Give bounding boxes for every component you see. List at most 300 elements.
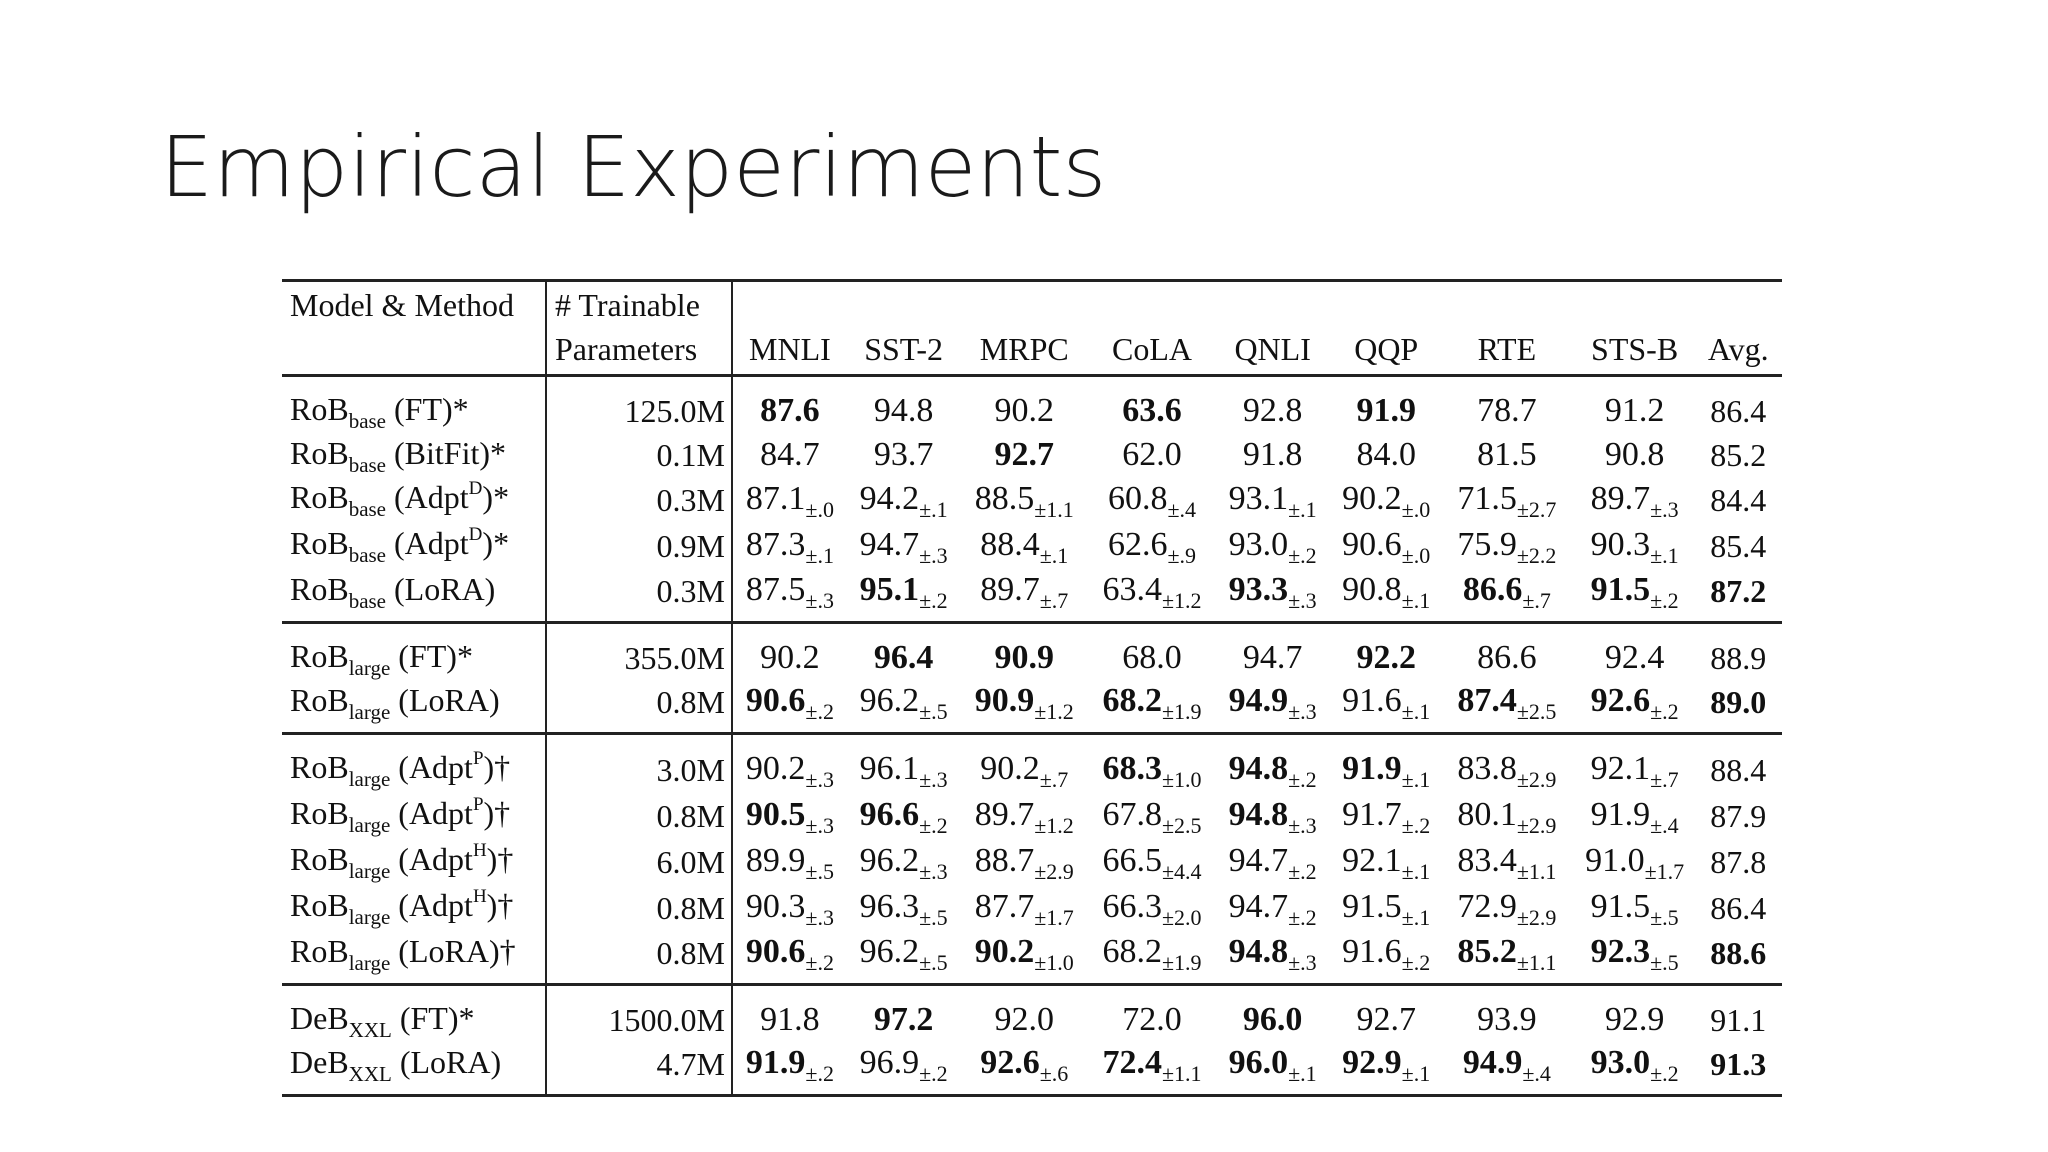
metric-cell xyxy=(1088,477,1216,523)
trainable-params-cell: 0.8M xyxy=(546,793,732,839)
metric-std: ±.2 xyxy=(805,949,834,975)
header-metric: STS-B xyxy=(1591,331,1679,367)
metric-value: 90.8 xyxy=(1342,570,1402,608)
model-name: RoB xyxy=(290,682,349,718)
model-size: XXL xyxy=(348,1062,392,1086)
metric-value: 71.5 xyxy=(1457,479,1517,517)
method-suffix: )† xyxy=(486,841,514,877)
metric-cell xyxy=(1216,793,1330,839)
table-row xyxy=(282,623,1782,681)
metric-value: 94.9 xyxy=(1462,1043,1523,1081)
model-method-cell xyxy=(282,839,546,885)
metric-value: 94.7 xyxy=(1242,639,1303,676)
metric-cell xyxy=(1088,931,1216,985)
metric-std: ±.5 xyxy=(1650,949,1679,975)
metric-std: ±2.0 xyxy=(1161,904,1202,930)
metric-std: ±2.9 xyxy=(1034,858,1074,884)
metric-std: ±.2 xyxy=(1401,812,1431,838)
metric-value: 89.7 xyxy=(1590,479,1651,517)
metric-value: 91.8 xyxy=(1242,436,1303,473)
metric-std: ±.1 xyxy=(1039,542,1069,568)
metric-std: ±.2 xyxy=(1288,766,1317,792)
average-value: 87.2 xyxy=(1710,573,1767,609)
average-value: 84.4 xyxy=(1710,482,1767,518)
average-value: 88.6 xyxy=(1710,935,1767,971)
model-method-cell xyxy=(282,523,546,569)
metric-cell xyxy=(1329,680,1443,734)
metric-cell xyxy=(1443,734,1571,794)
metric-cell xyxy=(847,680,961,734)
metric-cell xyxy=(1088,793,1216,839)
metric-value: 78.7 xyxy=(1477,392,1537,429)
metric-cell xyxy=(1088,523,1216,569)
table-body xyxy=(282,376,1782,1096)
metric-cell xyxy=(960,839,1088,885)
metric-std: ±.3 xyxy=(805,812,834,838)
metric-cell xyxy=(960,569,1088,623)
metric-value: 92.6 xyxy=(1590,681,1651,719)
metric-cell xyxy=(1088,623,1216,681)
model-method-cell xyxy=(282,477,546,523)
metric-value: 86.6 xyxy=(1462,570,1523,608)
model-size: large xyxy=(348,767,391,791)
metric-cell xyxy=(1443,1042,1571,1096)
metric-std: ±.3 xyxy=(1650,496,1679,522)
metric-value: 94.8 xyxy=(1228,795,1289,833)
metric-std: ±.2 xyxy=(919,812,948,838)
metric-value: 68.2 xyxy=(1102,681,1162,719)
metric-std: ±1.2 xyxy=(1161,587,1202,613)
metric-cell xyxy=(847,931,961,985)
method-variant: H xyxy=(472,886,487,907)
metric-cell xyxy=(847,477,961,523)
metric-value: 80.1 xyxy=(1457,795,1517,833)
metric-value: 96.2 xyxy=(859,932,920,970)
metric-cell xyxy=(732,523,847,569)
metric-value: 88.5 xyxy=(974,479,1035,517)
metric-value: 90.5 xyxy=(745,795,806,833)
metric-std: ±.0 xyxy=(1401,496,1431,522)
metric-cell xyxy=(847,523,961,569)
table-row xyxy=(282,433,1782,477)
metric-cell xyxy=(1443,477,1571,523)
slide-title: Empirical Experiments xyxy=(160,118,1107,216)
metric-std: ±.1 xyxy=(1401,1060,1431,1086)
metric-value: 93.1 xyxy=(1228,479,1289,517)
header-row-2 xyxy=(282,324,1782,376)
metric-std: ±.3 xyxy=(805,904,834,930)
model-name: DeB xyxy=(290,1000,349,1036)
metric-std: ±.1 xyxy=(1401,766,1431,792)
metric-cell xyxy=(1443,931,1571,985)
average-value: 89.0 xyxy=(1710,684,1767,720)
header-metric: SST-2 xyxy=(864,331,944,367)
metric-value: 92.0 xyxy=(994,1001,1055,1038)
method-name: (Adpt xyxy=(390,795,473,831)
metric-std: ±.3 xyxy=(919,542,948,568)
metric-value: 91.5 xyxy=(1342,887,1402,925)
model-size: large xyxy=(348,700,391,724)
metric-value: 90.3 xyxy=(1590,525,1651,563)
model-name: RoB xyxy=(290,749,349,785)
table-row xyxy=(282,477,1782,523)
metric-std: ±.2 xyxy=(805,698,834,724)
metric-std: ±.0 xyxy=(1401,542,1431,568)
average-value: 88.9 xyxy=(1710,640,1767,676)
trainable-params-cell: 125.0M xyxy=(546,376,732,434)
metric-cell xyxy=(1088,1042,1216,1096)
metric-value: 85.2 xyxy=(1457,932,1517,970)
model-name: RoB xyxy=(290,933,349,969)
metric-cell xyxy=(732,931,847,985)
metric-value: 94.7 xyxy=(859,525,920,563)
average-cell xyxy=(1698,985,1782,1043)
metric-value: 91.9 xyxy=(1356,392,1416,429)
method-name: (Adpt xyxy=(390,749,473,785)
metric-std: ±1.1 xyxy=(1516,858,1557,884)
method-variant: D xyxy=(468,478,483,499)
table-row xyxy=(282,885,1782,931)
metric-cell xyxy=(732,680,847,734)
header-metric: MNLI xyxy=(749,331,831,367)
model-method-cell xyxy=(282,985,546,1043)
metric-value: 87.6 xyxy=(760,392,820,429)
average-cell xyxy=(1698,885,1782,931)
metric-cell xyxy=(1088,734,1216,794)
metric-std: ±1.1 xyxy=(1034,496,1074,522)
metric-std: ±.7 xyxy=(1039,766,1069,792)
header-metric: CoLA xyxy=(1112,331,1192,367)
method-variant: P xyxy=(472,794,484,815)
header-metric: RTE xyxy=(1477,331,1537,367)
header-params-line1: # Trainable xyxy=(546,281,732,325)
trainable-params-cell: 0.8M xyxy=(546,931,732,985)
metric-std: ±.7 xyxy=(1522,587,1551,613)
metric-std: ±.1 xyxy=(1650,542,1679,568)
model-method-cell xyxy=(282,569,546,623)
metric-value: 96.0 xyxy=(1242,1001,1303,1038)
method-name: (Adpt xyxy=(390,887,473,923)
metric-std: ±.1 xyxy=(1401,858,1431,884)
metric-std: ±.3 xyxy=(805,766,834,792)
header-model-method: Model & Method xyxy=(282,281,546,325)
average-value: 91.1 xyxy=(1710,1002,1767,1038)
metric-value: 90.2 xyxy=(994,392,1055,429)
results-table-container xyxy=(282,279,1782,1097)
metric-value: 72.9 xyxy=(1457,887,1517,925)
model-name: RoB xyxy=(290,638,349,674)
method-name: (LoRA)† xyxy=(390,933,516,969)
metric-cell xyxy=(1571,793,1699,839)
metric-value: 90.9 xyxy=(994,639,1055,676)
metric-value: 94.9 xyxy=(1228,681,1289,719)
metric-cell xyxy=(1329,885,1443,931)
metric-value: 90.2 xyxy=(1342,479,1402,517)
metric-std: ±2.9 xyxy=(1516,766,1557,792)
metric-cell xyxy=(1571,985,1699,1043)
metric-value: 68.3 xyxy=(1102,749,1162,787)
metric-std: ±.3 xyxy=(1288,587,1317,613)
metric-cell xyxy=(1329,523,1443,569)
model-size: large xyxy=(348,905,391,929)
metric-std: ±.9 xyxy=(1167,542,1197,568)
metric-std: ±1.0 xyxy=(1161,766,1202,792)
metric-value: 93.0 xyxy=(1590,1043,1651,1081)
metric-cell xyxy=(847,376,961,434)
trainable-params-cell: 0.8M xyxy=(546,885,732,931)
metric-value: 90.6 xyxy=(1342,525,1402,563)
average-value: 91.3 xyxy=(1710,1046,1767,1082)
metric-cell xyxy=(1571,839,1699,885)
metric-value: 90.2 xyxy=(745,749,806,787)
metric-cell xyxy=(1443,885,1571,931)
trainable-params-cell: 1500.0M xyxy=(546,985,732,1043)
metric-cell xyxy=(1088,433,1216,477)
metric-std: ±2.2 xyxy=(1516,542,1557,568)
metric-std: ±.5 xyxy=(919,949,948,975)
header-metric: QNLI xyxy=(1234,331,1311,367)
metric-std: ±.7 xyxy=(1650,766,1679,792)
metric-std: ±.3 xyxy=(1288,812,1317,838)
header-spacer xyxy=(732,281,1782,325)
metric-value: 90.8 xyxy=(1604,436,1665,473)
metric-std: ±1.9 xyxy=(1161,698,1202,724)
metric-value: 87.3 xyxy=(745,525,806,563)
metric-std: ±4.4 xyxy=(1161,858,1202,884)
model-size: base xyxy=(348,589,387,613)
metric-value: 63.6 xyxy=(1122,392,1182,429)
model-method-cell xyxy=(282,376,546,434)
header-model-spacer xyxy=(282,324,546,376)
metric-std: ±2.5 xyxy=(1516,698,1557,724)
method-suffix: )* xyxy=(482,479,510,515)
header-metric: MRPC xyxy=(979,331,1069,367)
average-value: 87.9 xyxy=(1710,798,1767,834)
metric-cell xyxy=(960,680,1088,734)
metric-cell xyxy=(1329,569,1443,623)
model-method-cell xyxy=(282,793,546,839)
method-name: (Adpt xyxy=(390,841,473,877)
metric-cell xyxy=(960,376,1088,434)
metric-cell xyxy=(960,793,1088,839)
metric-value: 88.7 xyxy=(974,841,1035,879)
table-row xyxy=(282,931,1782,985)
method-variant: D xyxy=(468,524,483,545)
average-value: 88.4 xyxy=(1710,752,1767,788)
metric-cell xyxy=(1216,569,1330,623)
average-value: 86.4 xyxy=(1710,393,1767,429)
table-row xyxy=(282,376,1782,434)
model-size: base xyxy=(348,497,387,521)
metric-std: ±.4 xyxy=(1167,496,1197,522)
metric-std: ±.0 xyxy=(805,496,834,522)
metric-std: ±.1 xyxy=(1288,1060,1317,1086)
model-name: RoB xyxy=(290,795,349,831)
metric-cell xyxy=(1216,1042,1330,1096)
metric-std: ±.3 xyxy=(919,858,948,884)
method-suffix: )† xyxy=(486,887,514,923)
metric-cell xyxy=(1216,985,1330,1043)
metric-cell xyxy=(732,433,847,477)
metric-cell xyxy=(1443,793,1571,839)
metric-value: 91.2 xyxy=(1604,392,1665,429)
metric-cell xyxy=(1329,793,1443,839)
method-variant: P xyxy=(472,748,484,769)
method-variant: H xyxy=(472,840,487,861)
metric-std: ±1.9 xyxy=(1161,949,1202,975)
metric-cell xyxy=(1216,433,1330,477)
metric-cell xyxy=(1443,623,1571,681)
table-row xyxy=(282,985,1782,1043)
metric-value: 90.2 xyxy=(980,749,1040,787)
metric-std: ±1.7 xyxy=(1644,858,1685,884)
model-method-cell xyxy=(282,623,546,681)
model-size: XXL xyxy=(348,1018,392,1042)
average-cell xyxy=(1698,793,1782,839)
metric-cell xyxy=(1329,376,1443,434)
metric-value: 91.9 xyxy=(745,1043,806,1081)
trainable-params-cell: 0.3M xyxy=(546,569,732,623)
average-cell xyxy=(1698,376,1782,434)
metric-cell xyxy=(1571,569,1699,623)
metric-value: 89.7 xyxy=(980,570,1040,608)
metric-cell xyxy=(1571,523,1699,569)
average-value: 85.4 xyxy=(1710,528,1767,564)
metric-value: 94.8 xyxy=(1228,932,1289,970)
metric-value: 89.7 xyxy=(974,795,1035,833)
metric-cell xyxy=(1216,523,1330,569)
metric-std: ±1.7 xyxy=(1034,904,1074,930)
method-name: (FT)* xyxy=(390,638,473,674)
metric-std: ±.5 xyxy=(919,904,948,930)
trainable-params-cell: 0.1M xyxy=(546,433,732,477)
metric-value: 94.8 xyxy=(1228,749,1289,787)
metric-std: ±.4 xyxy=(1522,1060,1551,1086)
method-name: (Adpt xyxy=(386,479,469,515)
metric-cell xyxy=(1329,985,1443,1043)
results-table xyxy=(282,279,1782,1097)
metric-cell xyxy=(847,793,961,839)
metric-std: ±.1 xyxy=(1401,904,1431,930)
metric-value: 92.7 xyxy=(994,436,1055,473)
metric-value: 88.4 xyxy=(980,525,1040,563)
metric-std: ±1.0 xyxy=(1034,949,1074,975)
metric-value: 96.1 xyxy=(859,749,920,787)
model-name: RoB xyxy=(290,479,349,515)
metric-std: ±1.2 xyxy=(1034,698,1074,724)
metric-value: 96.3 xyxy=(859,887,920,925)
metric-std: ±2.7 xyxy=(1516,496,1557,522)
metric-value: 93.7 xyxy=(873,436,934,473)
metric-value: 92.4 xyxy=(1604,639,1665,676)
table-header xyxy=(282,281,1782,376)
metric-value: 92.7 xyxy=(1356,1001,1416,1038)
metric-cell xyxy=(1571,623,1699,681)
metric-std: ±.3 xyxy=(919,766,948,792)
metric-value: 67.8 xyxy=(1102,795,1162,833)
average-cell xyxy=(1698,680,1782,734)
metric-value: 96.2 xyxy=(859,841,920,879)
trainable-params-cell: 0.3M xyxy=(546,477,732,523)
metric-value: 87.4 xyxy=(1457,681,1517,719)
metric-std: ±.2 xyxy=(1288,858,1317,884)
metric-cell xyxy=(732,623,847,681)
table-row xyxy=(282,793,1782,839)
model-name: RoB xyxy=(290,841,349,877)
metric-std: ±.6 xyxy=(1039,1060,1069,1086)
metric-value: 96.4 xyxy=(873,639,934,676)
metric-std: ±.1 xyxy=(1401,587,1431,613)
metric-value: 91.9 xyxy=(1590,795,1651,833)
metric-value: 94.8 xyxy=(873,392,934,429)
metric-value: 97.2 xyxy=(873,1001,934,1038)
method-name: (LoRA) xyxy=(390,682,500,718)
header-metric: QQP xyxy=(1354,331,1419,367)
average-cell xyxy=(1698,477,1782,523)
metric-cell xyxy=(1571,1042,1699,1096)
metric-value: 94.2 xyxy=(859,479,920,517)
metric-cell xyxy=(1329,623,1443,681)
header-params-line2: Parameters xyxy=(546,324,732,376)
metric-std: ±.2 xyxy=(1650,587,1679,613)
header-row-1 xyxy=(282,281,1782,325)
metric-value: 95.1 xyxy=(859,570,920,608)
metric-std: ±.2 xyxy=(919,587,948,613)
model-name: DeB xyxy=(290,1044,349,1080)
method-suffix: )† xyxy=(483,749,511,785)
metric-value: 91.9 xyxy=(1342,749,1402,787)
metric-std: ±.7 xyxy=(1039,587,1069,613)
metric-cell xyxy=(1216,734,1330,794)
metric-cell xyxy=(732,477,847,523)
metric-value: 92.8 xyxy=(1242,392,1303,429)
table-row xyxy=(282,523,1782,569)
model-method-cell xyxy=(282,680,546,734)
metric-std: ±.3 xyxy=(805,587,834,613)
model-size: base xyxy=(348,543,387,567)
metric-value: 94.7 xyxy=(1228,887,1289,925)
metric-value: 94.7 xyxy=(1228,841,1289,879)
model-name: RoB xyxy=(290,435,349,471)
metric-cell xyxy=(960,523,1088,569)
metric-value: 96.2 xyxy=(859,681,920,719)
table-row xyxy=(282,569,1782,623)
metric-value: 91.0 xyxy=(1585,841,1645,879)
metric-value: 90.6 xyxy=(745,932,806,970)
metric-value: 91.5 xyxy=(1590,887,1651,925)
metric-value: 72.0 xyxy=(1122,1001,1182,1038)
metric-value: 91.6 xyxy=(1342,932,1402,970)
metric-value: 93.0 xyxy=(1228,525,1289,563)
metric-cell xyxy=(847,623,961,681)
metric-cell xyxy=(847,839,961,885)
metric-value: 92.6 xyxy=(980,1043,1040,1081)
trainable-params-cell: 3.0M xyxy=(546,734,732,794)
metric-cell xyxy=(960,931,1088,985)
model-size: large xyxy=(348,813,391,837)
model-size: base xyxy=(348,453,387,477)
model-method-cell xyxy=(282,1042,546,1096)
metric-value: 75.9 xyxy=(1457,525,1517,563)
metric-value: 87.1 xyxy=(745,479,806,517)
metric-cell xyxy=(1571,734,1699,794)
model-size: large xyxy=(348,859,391,883)
metric-cell xyxy=(960,433,1088,477)
metric-cell xyxy=(1088,985,1216,1043)
model-name: RoB xyxy=(290,391,349,427)
metric-cell xyxy=(847,1042,961,1096)
metric-cell xyxy=(1216,623,1330,681)
